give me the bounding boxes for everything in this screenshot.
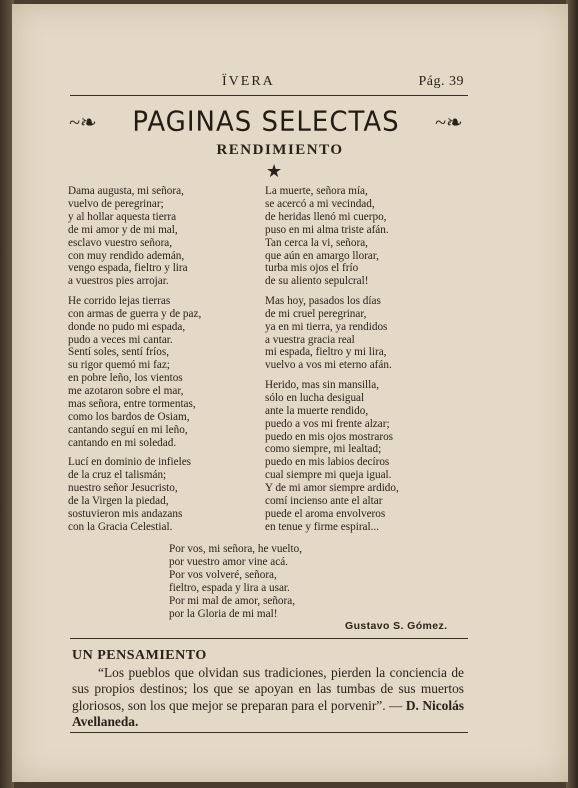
poem-line: con muy rendido ademán, xyxy=(68,249,185,262)
poem-stanza xyxy=(68,295,201,450)
poem-line: puede el aroma envolveros xyxy=(265,507,386,520)
poem-stanza xyxy=(265,185,399,288)
poem-line: nuestro señor Jesucristo, xyxy=(68,482,178,495)
quote-text: “Los pueblos que olvidan sus tradiciones, pierden la conciencia de sus propios destinos; los que se apoyan en las tumbas de sus muertos gloriosos, son los que mejor se preparan para el porvenir”. — xyxy=(72,665,464,713)
poem-line: comí incienso ante el altar xyxy=(265,495,383,508)
poem-line: ante la muerte rendido, xyxy=(265,404,369,417)
poem-line: a vuestra gracia real xyxy=(265,333,355,346)
poem-line: de la Virgen la piedad, xyxy=(68,495,169,508)
poem-line: Dama augusta, mi señora, xyxy=(68,185,184,197)
pensamiento-quote xyxy=(72,665,464,731)
poem-line: Y de mi amor siempre ardido, xyxy=(265,482,399,495)
poem-line: puedo en mis labios decíros xyxy=(265,456,390,469)
poem-line: He corrido lejas tierras xyxy=(68,294,171,307)
poem-line: de su aliento sepulcral! xyxy=(265,275,369,288)
poem-stanza xyxy=(265,295,399,372)
page-number: Pág. 39 xyxy=(418,74,464,89)
right-ornament-icon: ~❧ xyxy=(435,111,463,134)
poem-line: por la Gloria de mi mal! xyxy=(169,607,278,620)
poem-line: La muerte, señora mía, xyxy=(265,185,368,197)
poem-line: de heridas llenó mi cuerpo, xyxy=(265,210,387,223)
section-rule-bottom xyxy=(70,732,468,733)
poem-line: puedo en mis ojos mostraros xyxy=(265,430,394,443)
poem-stanza xyxy=(68,185,201,288)
section-title: PAGINAS SELECTAS xyxy=(132,106,400,138)
poem-line: Por vos, mi señora, he vuelto, xyxy=(169,543,302,555)
poem-final-stanza xyxy=(169,543,302,620)
poem-right-column xyxy=(265,185,399,540)
poem-line: pudo a veces mi cantar. xyxy=(68,333,173,346)
poem-line: a vuestros pies arrojar. xyxy=(68,275,169,288)
poem-line: como siempre, mi lealtad; xyxy=(265,443,382,456)
poem-line: esclavo vuestro señora, xyxy=(68,236,173,249)
poem-line: Por mi mal de amor, señora, xyxy=(169,594,296,607)
poem-line: de la cruz el talismán; xyxy=(68,469,167,482)
poem-title: RENDIMIENTO xyxy=(216,142,344,158)
poem-line: y al hollar aquesta tierra xyxy=(68,210,177,223)
poem-line: mas señora, entre tormentas, xyxy=(68,398,196,411)
poem-line: fieltro, espada y lira a usar. xyxy=(169,581,290,594)
poem-line: en pobre leño, los vientos xyxy=(68,372,183,385)
poem-line: cual siempre mi queja igual. xyxy=(265,469,392,482)
poem-line: Tan cerca la vi, señora, xyxy=(265,236,368,249)
poem-line: que aún en amargo llorar, xyxy=(265,249,379,262)
poem-line: sólo en lucha desigual xyxy=(265,391,365,404)
poem-line: se acercó a mi vecindad, xyxy=(265,197,375,210)
poem-line: con armas de guerra y de paz, xyxy=(68,307,202,320)
poem-line: vuelvo de peregrinar; xyxy=(68,197,164,210)
poem-line: por vuestro amor vine acá. xyxy=(169,555,288,568)
header-rule xyxy=(70,95,468,96)
poem-line: su rigor quemó mi faz; xyxy=(68,359,170,372)
poem-author: Gustavo S. Gómez. xyxy=(345,620,448,632)
poem-line: de mi cruel peregrinar, xyxy=(265,307,367,320)
poem-line: turba mis ojos el frío xyxy=(265,262,359,275)
poem-line: en tenue y firme espiral... xyxy=(265,520,380,533)
poem-stanza xyxy=(68,456,201,533)
poem-line: vuelvo a vos mi eterno afán. xyxy=(265,359,392,372)
magazine-name: ÏVERA xyxy=(222,74,275,89)
poem-line: Lucí en dominio de infieles xyxy=(68,456,192,469)
star-icon: ★ xyxy=(266,161,283,181)
poem-line: como los bardos de Osiam, xyxy=(68,411,190,423)
running-header xyxy=(222,74,464,90)
left-ornament-icon: ~❧ xyxy=(69,111,97,134)
poem-line: me azotaron sobre el mar, xyxy=(68,385,184,398)
poem-line: con la Gracia Celestial. xyxy=(68,520,173,533)
section-rule-top xyxy=(70,638,468,639)
poem-line: cantando en mi soledad. xyxy=(68,436,177,449)
poem-line: Mas hoy, pasados los días xyxy=(265,294,381,307)
poem-line: puso en mi alma triste afán. xyxy=(265,223,389,236)
poem-stanza xyxy=(265,379,399,534)
poem-line: mi espada, fieltro y mi lira, xyxy=(265,346,387,359)
poem-line: sostuvieron mis andazans xyxy=(68,507,183,520)
poem-line: cantando seguí en mi leño, xyxy=(68,423,188,436)
poem-left-column xyxy=(68,185,201,540)
poem-line: de mi amor y de mi mal, xyxy=(68,223,178,236)
page xyxy=(12,4,568,782)
quote-signature: D. Nicolás Avellaneda. xyxy=(72,697,464,730)
poem-line: Sentí soles, sentí fríos, xyxy=(68,346,169,359)
poem-line: ya en mi tierra, ya rendidos xyxy=(265,320,388,333)
poem-line: Herido, mas sin mansilla, xyxy=(265,378,380,391)
poem-line: vengo espada, fieltro y lira xyxy=(68,262,188,275)
poem-line: donde no pudo mi espada, xyxy=(68,320,186,333)
poem-line: Por vos volveré, señora, xyxy=(169,568,277,581)
title-row xyxy=(68,102,464,142)
pensamiento-title: UN PENSAMIENTO xyxy=(72,648,207,663)
poem-line: puedo a vos mi frente alzar; xyxy=(265,417,390,430)
